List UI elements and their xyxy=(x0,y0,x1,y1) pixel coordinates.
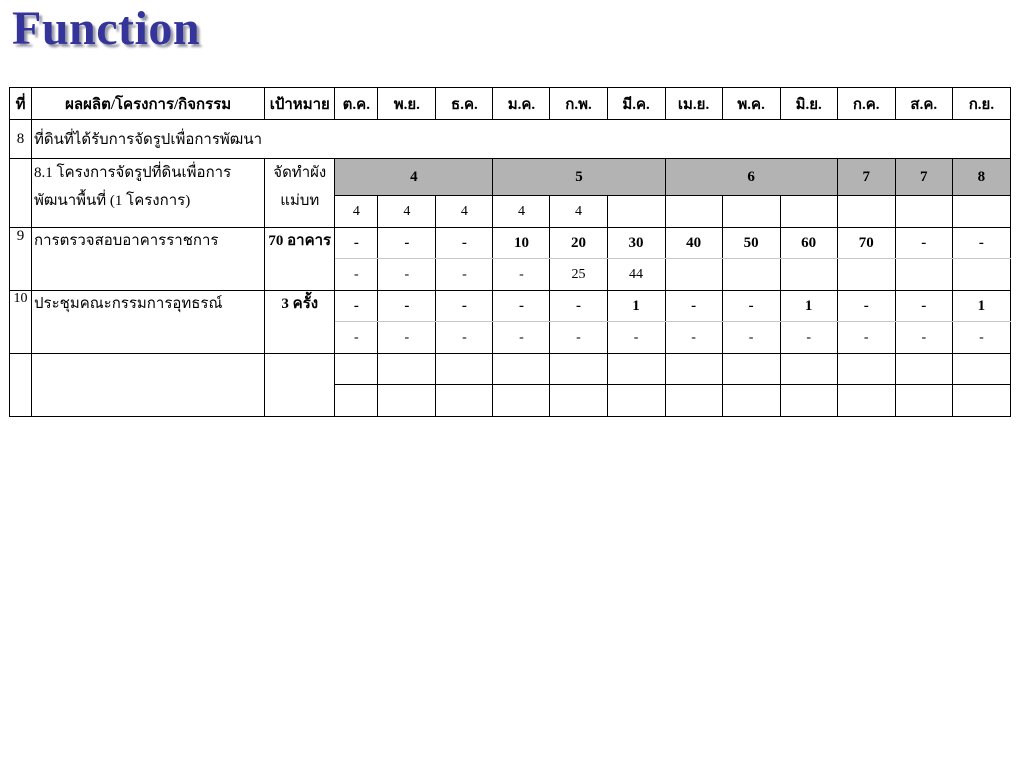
header-cell: ที่ xyxy=(10,88,32,120)
actual-cell: - xyxy=(607,322,665,354)
section-number: 8 xyxy=(10,120,32,159)
actual-cell: 4 xyxy=(378,196,436,228)
empty-cell xyxy=(722,354,780,385)
header-cell: ต.ค. xyxy=(335,88,378,120)
empty-cell xyxy=(265,354,335,417)
row-number xyxy=(10,159,32,228)
plan-cell: 7 xyxy=(895,159,952,196)
plan-cell: - xyxy=(493,291,550,322)
actual-cell xyxy=(780,196,837,228)
item-name-line: พัฒนาพื้นที่ (1 โครงการ) xyxy=(34,193,191,209)
empty-cell xyxy=(378,354,436,385)
section-label: ที่ดินที่ได้รับการจัดรูปเพื่อการพัฒนา xyxy=(32,120,1011,159)
row-number: 9 xyxy=(10,228,32,291)
empty-cell xyxy=(665,385,722,417)
actual-cell: 4 xyxy=(436,196,493,228)
empty-cell xyxy=(837,354,895,385)
actual-cell: - xyxy=(436,322,493,354)
empty-cell xyxy=(493,385,550,417)
header-cell: ส.ค. xyxy=(895,88,952,120)
empty-cell xyxy=(607,354,665,385)
section-row xyxy=(10,120,1011,159)
plan-cell: - xyxy=(837,291,895,322)
plan-cell: - xyxy=(895,228,952,259)
actual-cell: - xyxy=(837,322,895,354)
empty-cell xyxy=(780,385,837,417)
actual-cell xyxy=(722,196,780,228)
plan-cell: - xyxy=(665,291,722,322)
actual-cell xyxy=(952,196,1010,228)
actual-cell xyxy=(665,259,722,291)
plan-cell: - xyxy=(952,228,1010,259)
actual-cell xyxy=(665,196,722,228)
actual-cell: 44 xyxy=(607,259,665,291)
plan-cell: 40 xyxy=(665,228,722,259)
actual-cell: - xyxy=(665,322,722,354)
header-cell: ธ.ค. xyxy=(436,88,493,120)
plan-cell: 1 xyxy=(607,291,665,322)
actual-cell: 25 xyxy=(550,259,607,291)
header-cell: เป้าหมาย xyxy=(265,88,335,120)
plan-cell: 4 xyxy=(335,159,493,196)
header-cell: ก.ย. xyxy=(952,88,1010,120)
actual-cell xyxy=(895,259,952,291)
actual-cell xyxy=(607,196,665,228)
plan-cell: - xyxy=(378,228,436,259)
item-name: ประชุมคณะกรรมการอุทธรณ์ xyxy=(32,291,265,354)
actual-cell: - xyxy=(493,322,550,354)
header-cell: พ.ย. xyxy=(378,88,436,120)
header-cell: เม.ย. xyxy=(665,88,722,120)
item-target: 3 ครั้ง xyxy=(265,291,335,354)
table-row xyxy=(10,159,1011,196)
target-line: จัดทำผัง xyxy=(273,165,327,181)
plan-cell: 7 xyxy=(837,159,895,196)
header-cell: ม.ค. xyxy=(493,88,550,120)
plan-cell: 70 xyxy=(837,228,895,259)
actual-cell xyxy=(722,259,780,291)
empty-cell xyxy=(335,354,378,385)
header-cell: ก.พ. xyxy=(550,88,607,120)
row-number: 10 xyxy=(10,291,32,354)
plan-cell: 8 xyxy=(952,159,1010,196)
actual-cell: - xyxy=(378,259,436,291)
actual-cell xyxy=(837,196,895,228)
item-target xyxy=(265,159,335,228)
empty-cell xyxy=(895,385,952,417)
header-cell: มิ.ย. xyxy=(780,88,837,120)
plan-cell: 1 xyxy=(952,291,1010,322)
empty-cell xyxy=(550,354,607,385)
item-name: การตรวจสอบอาคารราชการ xyxy=(32,228,265,291)
empty-cell xyxy=(952,385,1010,417)
plan-cell: - xyxy=(722,291,780,322)
actual-cell: - xyxy=(780,322,837,354)
actual-cell xyxy=(837,259,895,291)
empty-cell xyxy=(837,385,895,417)
actual-cell: - xyxy=(335,322,378,354)
table-row xyxy=(10,291,1011,322)
actual-cell: - xyxy=(493,259,550,291)
actual-cell: - xyxy=(895,322,952,354)
plan-cell: - xyxy=(436,228,493,259)
plan-cell: 60 xyxy=(780,228,837,259)
plan-table xyxy=(9,87,1011,417)
actual-cell: 4 xyxy=(493,196,550,228)
actual-cell: - xyxy=(952,322,1010,354)
plan-cell: - xyxy=(378,291,436,322)
header-cell: ก.ค. xyxy=(837,88,895,120)
table-row xyxy=(10,228,1011,259)
target-line: แม่บท xyxy=(280,193,320,209)
plan-cell: - xyxy=(335,291,378,322)
plan-cell: 50 xyxy=(722,228,780,259)
actual-cell: - xyxy=(550,322,607,354)
plan-cell: - xyxy=(895,291,952,322)
actual-cell: 4 xyxy=(550,196,607,228)
empty-cell xyxy=(378,385,436,417)
empty-cell xyxy=(32,354,265,417)
empty-cell xyxy=(895,354,952,385)
empty-cell xyxy=(780,354,837,385)
empty-cell xyxy=(550,385,607,417)
plan-cell: 6 xyxy=(665,159,837,196)
plan-cell: 5 xyxy=(493,159,665,196)
empty-cell xyxy=(493,354,550,385)
item-name xyxy=(32,159,265,228)
actual-cell xyxy=(780,259,837,291)
header-row xyxy=(10,88,1011,120)
plan-cell: 1 xyxy=(780,291,837,322)
plan-cell: 10 xyxy=(493,228,550,259)
empty-cell xyxy=(436,385,493,417)
header-cell: ผลผลิต/โครงการ/กิจกรรม xyxy=(32,88,265,120)
empty-cell xyxy=(436,354,493,385)
plan-cell: - xyxy=(436,291,493,322)
actual-cell: - xyxy=(436,259,493,291)
actual-cell xyxy=(895,196,952,228)
plan-cell: 30 xyxy=(607,228,665,259)
actual-cell: - xyxy=(722,322,780,354)
empty-cell xyxy=(10,354,32,417)
empty-cell xyxy=(665,354,722,385)
empty-cell xyxy=(722,385,780,417)
empty-cell xyxy=(607,385,665,417)
actual-cell: - xyxy=(335,259,378,291)
header-cell: พ.ค. xyxy=(722,88,780,120)
actual-cell xyxy=(952,259,1010,291)
plan-cell: - xyxy=(550,291,607,322)
actual-cell: - xyxy=(378,322,436,354)
item-target: 70 อาคาร xyxy=(265,228,335,291)
page-title: Function xyxy=(12,2,201,55)
plan-cell: 20 xyxy=(550,228,607,259)
empty-cell xyxy=(952,354,1010,385)
header-cell: มี.ค. xyxy=(607,88,665,120)
actual-cell: 4 xyxy=(335,196,378,228)
plan-cell: - xyxy=(335,228,378,259)
empty-cell xyxy=(335,385,378,417)
item-name-line: 8.1 โครงการจัดรูปที่ดินเพื่อการ xyxy=(34,165,232,181)
empty-row xyxy=(10,354,1011,385)
